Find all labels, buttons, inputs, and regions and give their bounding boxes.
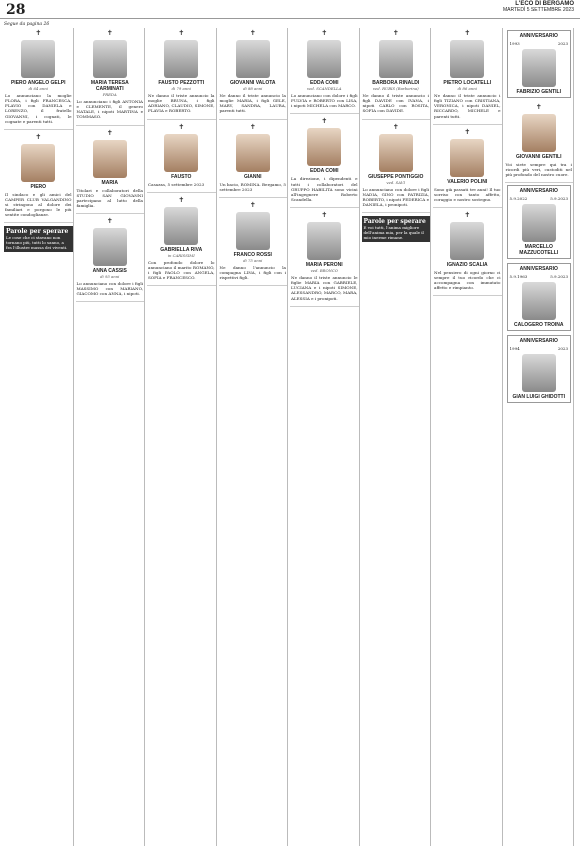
notice-text: Sono già passati tre anni! Il tuo sorriso con tanto affetto, coraggio e nostro sostegno.	[434, 186, 501, 202]
cross-icon: ✝	[321, 117, 328, 126]
portrait-photo	[164, 134, 198, 172]
column-1	[4, 28, 74, 846]
cross-icon: ✝	[321, 210, 328, 219]
cross-icon: ✝	[178, 29, 185, 37]
pray-text: E voi tutti, l'anima migliore dell'anima mia, per la quale il mio inerme rimane.	[363, 225, 424, 241]
parole-per-sperare	[4, 226, 73, 252]
deceased-name: MARIA PERONI	[305, 261, 343, 268]
death-notice	[290, 210, 359, 307]
cross-icon: ✝	[249, 29, 256, 37]
death-notice	[147, 122, 216, 193]
portrait-photo	[522, 49, 556, 87]
deceased-name: GIOVANNI VALOTA	[229, 80, 276, 86]
portrait-photo	[93, 140, 127, 178]
deceased-age: di 93 anni	[100, 273, 120, 279]
cross-icon: ✝	[249, 200, 256, 209]
issue-date: MARTEDÌ 5 SETTEMBRE 2023	[502, 7, 574, 13]
cross-icon: ✝	[106, 216, 113, 225]
death-notice	[433, 210, 502, 296]
deceased-name: VALERIO POLINI	[447, 178, 488, 185]
portrait-photo	[522, 114, 556, 152]
portrait-photo	[522, 354, 556, 392]
notice-text: Nel pensiero di ogni giorno ci sempre il tuo ricordo che ci accompagna con immutato affetto e rimpianto.	[434, 269, 501, 291]
death-notice	[362, 28, 431, 120]
deceased-age: ved. BRONCO	[310, 267, 338, 273]
cross-icon: ✝	[35, 132, 42, 141]
notice-text: Ne danno il triste annuncio i figli DAVIDE con IVANA, i nipoti CARLO con ROSITA, SOFIA con DAVIDE.	[362, 93, 429, 114]
portrait-photo	[93, 228, 127, 266]
column-2	[76, 28, 146, 846]
death-notice	[290, 116, 359, 207]
notice-text: Ne danno l'annuncio la compagna LINA, i figli con i rispettivi figli.	[219, 264, 286, 281]
newspaper-masthead	[503, 1, 574, 13]
deceased-name: BARBORA RINALDI	[372, 80, 420, 86]
notice-text: Il sindaco e gli amici del CAMPER CLUB VALGANDINO si stringono al dolore dei familiari e porgono le più sentite condoglianze.	[5, 191, 72, 218]
death-notice	[290, 28, 359, 114]
portrait-photo	[307, 128, 341, 166]
deceased-age: di 79 anni	[171, 86, 191, 91]
year-from: 1993	[509, 41, 520, 46]
year-from: 1994	[509, 346, 520, 352]
anniversary-title: ANNIVERSARIO	[519, 33, 558, 39]
notice-text: Titolari e collaboratori della STUDIO SAN GIOVANNI partecipano al lutto della famiglia.	[76, 187, 143, 208]
portrait-photo	[93, 40, 127, 78]
deceased-age: ved. SCANDELLA	[307, 86, 342, 91]
portrait-photo	[379, 40, 413, 78]
cross-icon: ✝	[535, 103, 542, 111]
deceased-name: EDDA COMI	[310, 168, 339, 175]
year-to: 5.9.2023	[550, 274, 568, 280]
notice-text: Lo annunciano i figli ANTONIA e CLEMENTE, il genero NATALE, i nipoti MARTINA e TOMMASO.	[76, 99, 143, 120]
portrait-photo	[450, 139, 484, 177]
deceased-age: in CARISSIMI	[167, 252, 195, 258]
deceased-name: IGNAZIO SCALIA	[446, 261, 488, 268]
portrait-photo	[236, 40, 270, 78]
deceased-name: MARIA TERESA CARMINATI	[90, 80, 129, 92]
year-to: 2023	[557, 346, 568, 352]
death-notice	[147, 195, 216, 287]
cross-icon: ✝	[464, 210, 471, 219]
deceased-name: EDDA COMI	[310, 80, 339, 86]
anniversary-box	[507, 30, 572, 98]
deceased-age: PREDA	[102, 92, 117, 97]
anniversary-title: ANNIVERSARIO	[519, 188, 558, 195]
pray-title: Parole per sperare	[363, 218, 426, 226]
death-notice	[362, 122, 431, 214]
deceased-age: di 64 anni	[28, 86, 48, 91]
notice-text: Lo annunciano con dolore i figli NADIA, GINO con PATRIZIA, ROBERTO, i nipoti FEDERICA e DANIELA, i pronipoti.	[362, 186, 429, 208]
deceased-name: FAUSTO	[171, 173, 192, 180]
cross-icon: ✝	[106, 128, 113, 137]
deceased-name: FRANCO ROSSI	[233, 251, 272, 258]
cross-icon: ✝	[178, 195, 185, 204]
deceased-age: di 86 anni	[457, 86, 477, 91]
deceased-name: GIUSEPPE PONTIGGIO	[368, 173, 424, 180]
deceased-name: GIANNI	[244, 173, 262, 180]
page-header	[0, 0, 580, 19]
portrait-photo	[522, 282, 556, 320]
portrait-photo	[307, 40, 341, 78]
deceased-name: MARCELLO MAZZUCOTELLI	[519, 244, 559, 257]
obituaries-grid	[4, 28, 578, 846]
pray-text: Le cose che ci stavano non tornano più, tutti lo sanno, a fra l'illustre massa dei viventi.	[6, 235, 68, 251]
year-to: 5.9.2023	[550, 196, 568, 202]
deceased-name: PIERO	[30, 183, 47, 190]
anniversary-box	[507, 335, 572, 403]
deceased-age: di 75 anni	[243, 257, 263, 263]
portrait-photo	[164, 207, 198, 245]
deceased-name: GIAN LUIGI GHIDOTTI	[512, 394, 565, 401]
page-number: 28	[6, 2, 26, 18]
column-4	[219, 28, 289, 846]
deceased-name: MARIA	[101, 179, 118, 186]
deceased-name: PIETRO LOCATELLI	[443, 80, 492, 86]
portrait-photo	[522, 204, 556, 242]
portrait-photo	[236, 212, 270, 250]
anniversary-box	[507, 263, 572, 331]
notice-text: Un bacio, ROMINA. Bergamo, 5 settembre 2023	[219, 181, 287, 192]
death-notice	[219, 122, 288, 198]
death-notice	[219, 200, 288, 286]
anniversary-title: ANNIVERSARIO	[519, 338, 558, 345]
death-notice	[76, 216, 145, 302]
deceased-age: ved. RUBIS (Barborina)	[372, 86, 419, 91]
column-3	[147, 28, 217, 846]
cross-icon: ✝	[392, 29, 399, 37]
death-notice	[4, 28, 73, 130]
notice-text: Ne danno il triste annuncio la moglie BRUNA, i figli ADRIANO, CLAUDIO, SIMONE, FLAVIA e ROBERTO.	[148, 93, 215, 114]
notice-text: Ne danno il triste annuncio la moglie MARIA, i figli GELE, MARY, SANDRA, LAURA, parenti tutti.	[219, 93, 286, 114]
notice-text: Voi siete sempre qui tra i ricordi più veri, custoditi nel più profondo del nostro cuore.	[505, 162, 572, 178]
anniversary-years	[510, 41, 569, 46]
year-from: 5.9.2022	[509, 196, 528, 202]
notice-text: Ne danno il triste annuncio le figlie MARIA con GABRIELE, LUCIANA e i nipoti SIMONE, ALESSANDRO, MARCO, MARA, ALESSIA e i pronipoti.	[291, 275, 358, 301]
notice-text: Casazza, 5 settembre 2023	[148, 181, 205, 187]
deceased-name: GABRIELLA RIVA	[160, 246, 203, 253]
death-notice	[76, 128, 145, 214]
notice-text: La direzione, i dipendenti e tutti i collaboratori del GRUPPO HABILITA sono vicini all'ingegnere Roberto Scandella.	[291, 176, 358, 202]
notice-text: Lo annunciano con dolore i figli FULVIA e ROBERTO con LISA, i nipoti MICHELA con MARCO.	[291, 93, 358, 109]
deceased-name: FAUSTO PEZZOTTI	[158, 80, 205, 86]
portrait-photo	[236, 134, 270, 172]
portrait-photo	[450, 222, 484, 260]
column-7	[433, 28, 503, 846]
pray-title: Parole per sperare	[6, 228, 69, 236]
cross-icon: ✝	[321, 29, 328, 37]
deceased-age: di 88 anni	[243, 86, 263, 91]
deceased-name: ANNA CASSIS	[92, 267, 127, 274]
notice-text: Ne danno il triste annuncio i figli TIZIANO con CRISTIANA, VERONICA, i nipoti DANIEL, RICCARDO, MICHELE e parenti tutti.	[434, 93, 501, 119]
anniversary-years	[510, 274, 569, 279]
deceased-name: GIOVANNI GENTILI	[516, 154, 562, 160]
notice-text: Lo annunciano la moglie FLORA, i figli FRANCESCA, FLAVIO con DANIELA e LORENZO, il fratello GIOVANNI, i cognati, le cognate e parenti tutti.	[5, 93, 72, 124]
portrait-photo	[21, 40, 55, 78]
cross-icon: ✝	[464, 127, 471, 136]
continuation-note: Segue da pagina 26	[4, 22, 50, 27]
anniversary-box	[507, 185, 572, 259]
death-notice	[433, 28, 502, 125]
death-notice	[4, 132, 73, 223]
notice-text: Con profondo dolore lo annunciano il marito ROMANO, i figli PAOLO con ANGELA, SOFIA e FRANCESCO.	[148, 259, 215, 281]
cross-icon: ✝	[178, 122, 185, 131]
cross-icon: ✝	[392, 122, 399, 131]
deceased-name: FABRIZIO GENTILI	[516, 89, 561, 95]
column-6	[362, 28, 432, 846]
portrait-photo	[379, 134, 413, 172]
column-5	[290, 28, 360, 846]
cross-icon: ✝	[249, 122, 256, 131]
notice-text: Lo annunciano con dolore i figli MASSIMO con MARIANO, GIACOMO con ANNA, i nipoti.	[76, 281, 143, 297]
year-from: 5.9.1963	[509, 274, 528, 280]
deceased-age: ved. SAVI	[386, 179, 406, 185]
paper-name: L'ECO DI BERGAMO	[515, 1, 574, 7]
death-notice	[219, 28, 288, 120]
deceased-name: CALOGERO TROINA	[514, 322, 564, 329]
anniversary-title: ANNIVERSARIO	[519, 266, 558, 273]
death-notice	[433, 127, 502, 208]
column-8	[505, 28, 575, 846]
portrait-photo	[21, 144, 55, 182]
portrait-photo	[164, 40, 198, 78]
deceased-name: PIERO ANGELO GELPI	[10, 80, 66, 86]
cross-icon: ✝	[106, 29, 113, 37]
cross-icon: ✝	[464, 29, 471, 37]
parole-per-sperare	[362, 216, 431, 242]
anniversary-years	[510, 346, 569, 351]
anniversary-years	[510, 196, 569, 201]
death-notice	[76, 28, 145, 126]
year-to: 2023	[557, 41, 568, 46]
portrait-photo	[450, 40, 484, 78]
cross-icon: ✝	[35, 29, 42, 37]
death-notice	[147, 28, 216, 120]
portrait-photo	[307, 222, 341, 260]
death-notice	[505, 102, 574, 183]
